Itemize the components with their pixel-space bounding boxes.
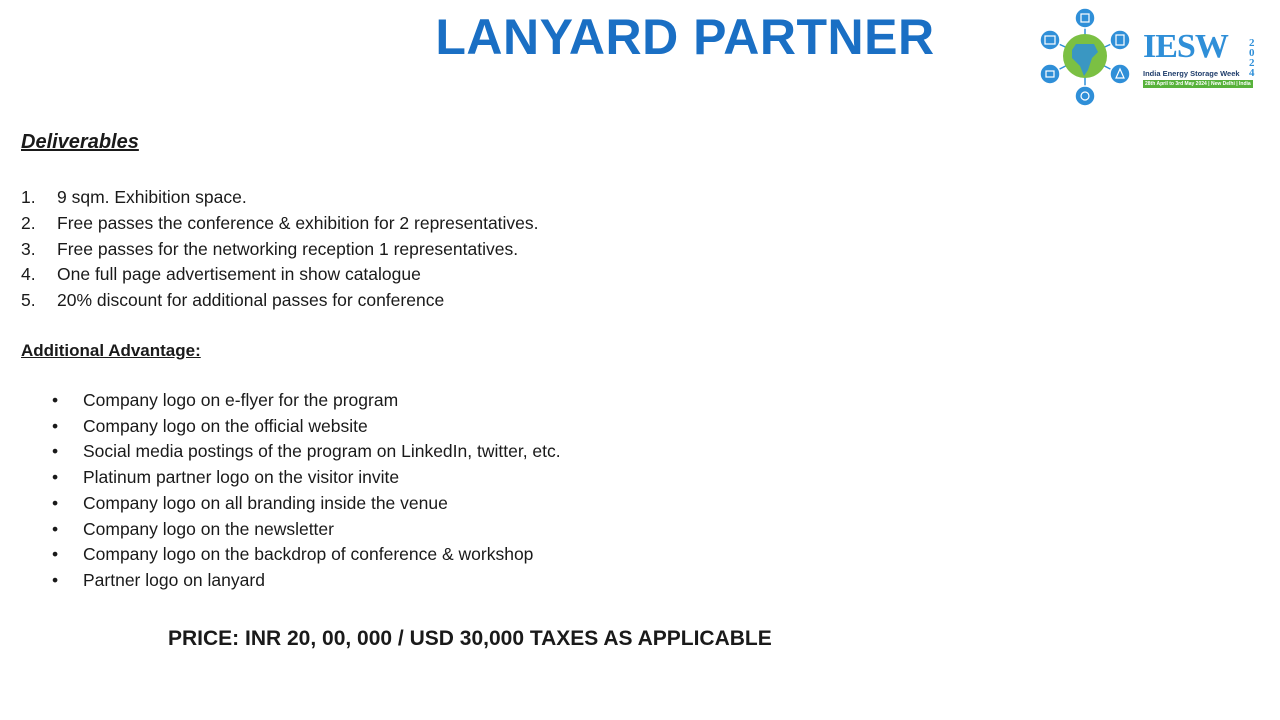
advantage-item: • Company logo on the official website [52,415,368,436]
grid-icon [1075,86,1095,106]
advantage-item: • Company logo on the backdrop of conference & workshop [52,544,534,565]
logo-brand-text: IESW [1143,28,1228,65]
logo-emblem [1036,6,1146,110]
iesw-logo [1036,6,1266,110]
logo-subtitle: India Energy Storage Week [1143,69,1240,78]
logo-dates: 28th April to 3rd May 2024 | New Delhi | India [1145,81,1251,87]
page-title: LANYARD PARTNER [435,9,935,65]
additional-advantage-list [52,388,561,594]
deliverable-item: 4. One full page advertisement in show catalogue [21,264,421,285]
battery-icon [1040,30,1060,50]
logo-year-text: 2024 [1249,37,1255,79]
price-statement: PRICE: INR 20, 00, 000 / USD 30,000 TAXES AS APPLICABLE [168,627,772,650]
advantage-item: • Company logo on all branding inside the venue [52,492,448,513]
deliverables-list [21,185,539,314]
deliverable-item: 2. Free passes the conference & exhibition for 2 representatives. [21,212,539,233]
storage-icon [1110,30,1130,50]
plug-icon [1040,64,1060,84]
advantage-item: • Partner logo on lanyard [52,569,265,590]
advantage-item: • Company logo on e-flyer for the program [52,390,399,410]
additional-advantage-heading: Additional Advantage: [21,341,201,360]
deliverables-heading: Deliverables [21,131,139,153]
advantage-item: • Platinum partner logo on the visitor invite [52,467,400,488]
charge-icon [1110,64,1130,84]
advantage-item: • Company logo on the newsletter [52,518,334,539]
node-icon-top [1075,8,1095,28]
deliverable-item: 5. 20% discount for additional passes for conference [21,290,445,311]
deliverable-item: 1. 9 sqm. Exhibition space. [21,187,247,207]
advantage-item: • Social media postings of the program on LinkedIn, twitter, etc. [52,441,561,462]
deliverable-item: 3. Free passes for the networking reception 1 representatives. [21,238,519,259]
